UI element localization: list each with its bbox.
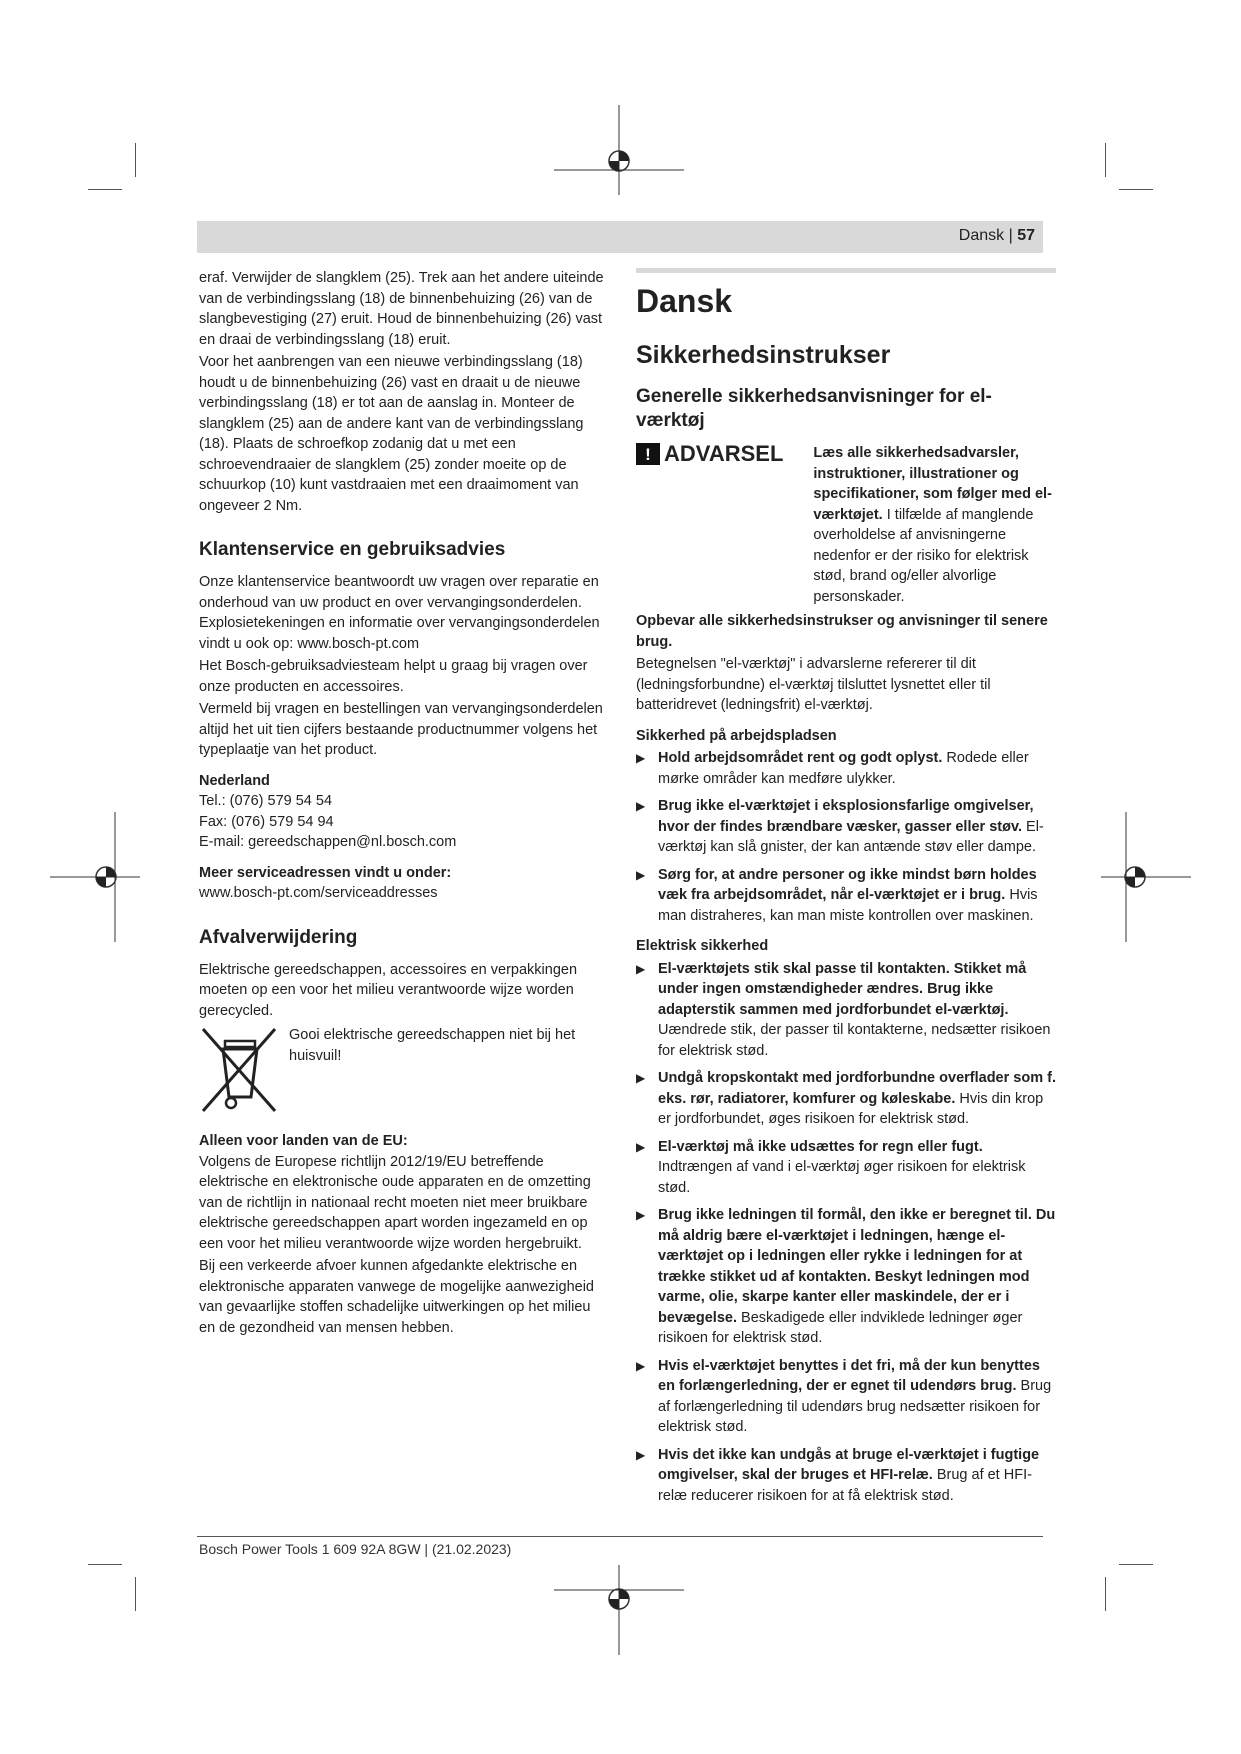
left-column — [199, 268, 604, 1340]
phone-number: Tel.: (076) 579 54 54 — [199, 793, 333, 809]
crop-mark — [1105, 143, 1106, 177]
item-text: Rodede eller mørke områder kan medføre ulykker. — [658, 750, 1029, 787]
item-text: Uændrede stik, der passer til kontakterne, nedsætter risikoen for elektrisk stød. — [658, 1022, 1051, 1059]
service-url: www.bosch-pt.com/serviceaddresses — [199, 885, 438, 901]
electrical-list — [636, 959, 1056, 1507]
warning-text — [813, 443, 1056, 607]
item-text: El-værktøj kan slå gnister, der kan antænde støv eller dampe. — [658, 818, 1044, 855]
list-item — [636, 1205, 1056, 1349]
paragraph: Voor het aanbrengen van een nieuwe verbindingsslang (18) houdt u de binnenbehuizing (26) vast en draait u de nieuwe verbindingsslang (18) er tot aan de aanslag in. Monteer de slangklem (25) aan de andere kant van de verbindingsslang (18). Plaats de schroefkop zodanig dat u met een schroevendraaier de slangklem (25) zonder moeite op de schuurkop (10) kunt vastdraaien met een draaimoment van ongeveer 2 Nm. — [199, 354, 584, 514]
page-title: Sikkerhedsinstrukser — [636, 341, 891, 369]
page-header — [197, 221, 1043, 253]
item-bold: El-værktøj må ikke udsættes for regn eller fugt. — [658, 1138, 983, 1155]
weee-notice — [199, 1025, 604, 1115]
item-bold: Hold arbejdsområdet rent og godt oplyst. — [658, 750, 943, 766]
keep-instructions: Opbevar alle sikkerhedsinstrukser og anvisninger til senere brug. — [636, 613, 1048, 650]
page-footer: Bosch Power Tools 1 609 92A 8GW | (21.02.2023) — [199, 1541, 512, 1557]
crop-mark — [1119, 1564, 1153, 1565]
workplace-list — [636, 748, 1056, 926]
item-text: Brug af forlængerledning til udendørs brug nedsætter risikoen for elektrisk stød. — [658, 1378, 1052, 1435]
registration-mark-icon — [1101, 812, 1191, 942]
warning-body-text: I tilfælde af manglende overholdelse af anvisningerne nedenfor er der risiko for elektrisk stød, brand og/eller alvorlige personskader. — [813, 506, 1034, 605]
header-section: Dansk — [958, 227, 1005, 244]
list-item — [636, 865, 1056, 927]
more-addresses-heading: Meer serviceadressen vindt u onder: — [199, 864, 452, 881]
country-heading: Nederland — [199, 772, 270, 789]
paragraph: Vermeld bij vragen en bestellingen van vervangingsonderdelen altijd het uit tien cijfers bestaande productnummer volgens het typeplaatje van het product. — [199, 701, 603, 758]
warning-block — [636, 440, 1056, 607]
fax-number: Fax: (076) 579 54 94 — [199, 813, 334, 830]
item-text: Beskadigede eller indviklede ledninger øger risikoen for elektrisk stød. — [658, 1309, 1023, 1346]
paragraph: Onze klantenservice beantwoordt uw vragen over reparatie en onderhoud van uw product en over vervangingsonderdelen. Explosietekeningen en informatie over vervangingsonderdelen vindt u ook op: www.bosch-pt.com — [199, 574, 600, 652]
workplace-heading: Sikkerhed på arbejdspladsen — [636, 727, 837, 744]
list-item — [636, 796, 1056, 858]
paragraph: Het Bosch-gebruiksadviesteam helpt u graag bij vragen over onze producten en accessoires. — [199, 658, 588, 695]
page-number: 57 — [1017, 227, 1035, 244]
warning-triangle-icon: ! — [636, 443, 660, 465]
registration-mark-icon — [50, 812, 140, 942]
list-item — [636, 1137, 1056, 1199]
language-title: Dansk — [636, 283, 733, 319]
crop-mark — [88, 189, 122, 190]
section-heading: Afvalverwijdering — [199, 926, 358, 948]
paragraph: Bij een verkeerde afvoer kunnen afgedankte elektrische en elektronische apparaten vanwege de mogelijke aanwezigheid van gevaarlijke stoffen schadelijke uitwerkingen op het milieu en de gezondheid van mensen hebben. — [199, 1258, 594, 1336]
section-heading: Klantenservice en gebruiksadvies — [199, 539, 506, 560]
crossed-out-wheelie-bin-icon — [199, 1025, 279, 1115]
item-bold: Undgå kropskontakt med jordforbundne overflader som f. eks. rør, radiatorer, komfurer og køleskabe. — [658, 1070, 1056, 1107]
item-text: Brug af et HFI-relæ reducerer risikoen for at få elektrisk stød. — [658, 1467, 1032, 1504]
page-header-text — [959, 227, 1035, 245]
list-item — [636, 1356, 1056, 1438]
header-separator: | — [1008, 227, 1013, 244]
item-text: Indtrængen af vand i el-værktøj øger risikoen for elektrisk stød. — [658, 1159, 1026, 1196]
list-item — [636, 1068, 1056, 1130]
crop-mark — [135, 1577, 136, 1611]
item-text: Hvis din krop er jordforbundet, øges risikoen for elektrisk stød. — [658, 1090, 1044, 1127]
warning-bold-text: Læs alle sikkerhedsadvarsler, instruktioner, illustrationer og specifikationer, som følger med el-værktøjet. — [813, 445, 1052, 523]
warning-word: ADVARSEL — [664, 440, 784, 466]
subtitle: Generelle sikkerhedsanvisninger for el-værktøj — [636, 386, 992, 431]
list-item — [636, 1445, 1056, 1507]
paragraph: Elektrische gereedschappen, accessoires en verpakkingen moeten op een voor het milieu verantwoorde wijze worden gerecycled. — [199, 961, 578, 1019]
item-text: Hvis man distraheres, kan man miste kontrollen over maskinen. — [658, 887, 1038, 924]
electrical-heading: Elektrisk sikkerhed — [636, 938, 769, 954]
right-column — [636, 268, 1056, 1513]
eu-heading: Alleen voor landen van de EU: — [199, 1133, 408, 1149]
footer-rule — [197, 1536, 1043, 1537]
list-item — [636, 959, 1056, 1062]
item-bold: El-værktøjets stik skal passe til kontakten. Stikket må under ingen omstændigheder ændres. Brug ikke adapterstik sammen med jordforbundet el-værktøj. — [658, 960, 1027, 1018]
paragraph: Volgens de Europese richtlijn 2012/19/EU betreffende elektrische en elektronische oude apparaten en de omzetting van de richtlijn in nationaal recht moeten niet meer bruikbare elektrische gereedschappen apart worden ingezameld en op een voor het milieu verantwoorde wijze worden hergebruikt. — [199, 1153, 591, 1252]
item-bold: Hvis el-værktøjet benyttes i det fri, må der kun benyttes en forlængerledning, der er egnet til udendørs brug. — [658, 1357, 1040, 1394]
item-bold: Hvis det ikke kan undgås at bruge el-værktøjet i fugtige omgivelser, skal der bruges et HFI-relæ. — [658, 1446, 1040, 1483]
crop-mark — [1119, 189, 1153, 190]
section-rule — [636, 268, 1056, 273]
definition: Betegnelsen "el-værktøj" i advarslerne refererer til dit (ledningsforbundne) el-værktøj tilsluttet lysnettet eller til batteridrevet (ledningsfrit) el-værktøj. — [636, 656, 991, 713]
registration-mark-icon — [554, 105, 684, 195]
item-bold: Sørg for, at andre personer og ikke mindst børn holdes væk fra arbejdsområdet, når el-værktøjet er i brug. — [658, 866, 1037, 903]
email-address: E-mail: gereedschappen@nl.bosch.com — [199, 834, 457, 850]
crop-mark — [88, 1564, 122, 1565]
item-bold: Brug ikke el-værktøjet i eksplosionsfarlige omgivelser, hvor der findes brændbare væsker, gasser eller støv. — [658, 798, 1034, 835]
crop-mark — [135, 143, 136, 177]
crop-mark — [1105, 1577, 1106, 1611]
warning-label — [636, 440, 784, 466]
paragraph: eraf. Verwijder de slangklem (25). Trek aan het andere uiteinde van de verbindingsslang (18) de binnenbehuizing (26) van de slangbevestiging (27) eruit. Houd de binnenbehuizing (26) vast en draai de verbindingsslang (18) eruit. — [199, 270, 604, 348]
registration-mark-icon — [554, 1565, 684, 1655]
list-item — [636, 748, 1056, 789]
item-bold: Brug ikke ledningen til formål, den ikke er beregnet til. Du må aldrig bære el-værktøjet i ledningen, hænge el-værktøjet op i ledningen eller rykke i ledningen for at trække stikket ud af kontakten. Beskyt ledningen mod varme, olie, skarpe kanter eller maskindele, der er i bevægelse. — [658, 1207, 1056, 1326]
weee-text: Gooi elektrische gereedschappen niet bij het huisvuil! — [289, 1027, 576, 1064]
